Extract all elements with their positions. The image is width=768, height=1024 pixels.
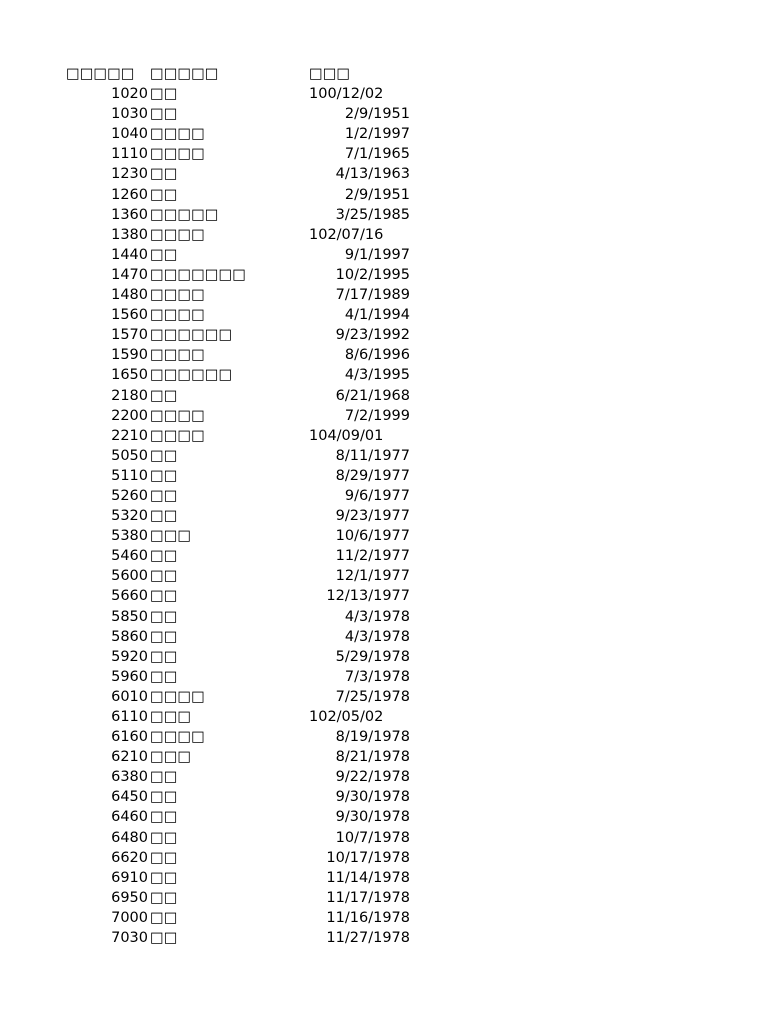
cell-date: 9/23/1977 (335, 508, 410, 525)
cell-date: 10/17/1978 (326, 849, 410, 866)
cell-code: 1360 (111, 206, 148, 223)
cell-code: 5860 (111, 628, 148, 645)
cell-date: 5/29/1978 (335, 648, 410, 665)
cell-name: □□□□ (150, 688, 205, 705)
cell-code: 1110 (111, 146, 148, 163)
cell-code: 6460 (111, 809, 148, 826)
cell-date: 104/09/01 (309, 427, 384, 444)
cell-name: □□ (150, 508, 178, 525)
cell-name: □□□ (150, 709, 192, 725)
cell-code: 5380 (111, 528, 148, 545)
cell-name: □□□□ (150, 427, 205, 444)
cell-code: 2210 (111, 427, 148, 444)
cell-date: 6/21/1968 (335, 387, 410, 404)
cell-name: □□ (150, 387, 178, 404)
cell-code: 6450 (111, 789, 148, 806)
cell-name: □□□□□□□ (150, 266, 246, 283)
cell-name: □□□□ (150, 307, 205, 324)
cell-code: 1020 (111, 86, 148, 103)
cell-code: 6380 (111, 769, 148, 786)
cell-date: 11/14/1978 (326, 869, 410, 886)
cell-name: □□□ (150, 528, 192, 545)
cell-name: □□ (150, 467, 178, 484)
cell-name: □□□□ (150, 407, 205, 424)
cell-date: 12/1/1977 (335, 568, 410, 585)
cell-date: 4/3/1978 (344, 628, 410, 645)
cell-name: □□□□ (150, 729, 205, 746)
cell-name: □□ (150, 668, 178, 685)
cell-code: 1650 (111, 367, 148, 384)
cell-name: □□ (150, 829, 178, 846)
cell-date: 9/1/1997 (344, 246, 410, 263)
cell-code: 5320 (111, 508, 148, 525)
cell-name: □□ (150, 588, 178, 605)
cell-date: 12/13/1977 (326, 588, 410, 605)
cell-date: 102/05/02 (309, 709, 384, 725)
cell-name: □□□□ (150, 126, 205, 143)
cell-code: 5050 (111, 447, 148, 464)
cell-name: □□□□ (150, 226, 205, 243)
cell-date: 4/3/1978 (344, 608, 410, 625)
cell-name: □□ (150, 186, 178, 203)
cell-date: 2/9/1951 (344, 186, 410, 203)
cell-name: □□□□ (150, 347, 205, 364)
cell-date: 7/1/1965 (344, 146, 410, 163)
cell-name: □□□□□ (150, 206, 219, 223)
cell-date: 8/6/1996 (344, 347, 410, 364)
cell-name: □□ (150, 166, 178, 183)
cell-code: 5110 (111, 467, 148, 484)
cell-code: 5660 (111, 588, 148, 605)
cell-date: 11/2/1977 (335, 548, 410, 565)
cell-code: 1570 (111, 327, 148, 344)
cell-date: 4/13/1963 (335, 166, 410, 183)
cell-name: □□□□□□ (150, 327, 233, 344)
cell-code: 2180 (111, 387, 148, 404)
cell-date: 7/25/1978 (335, 688, 410, 705)
cell-name: □□ (150, 246, 178, 263)
cell-date: 3/25/1985 (335, 206, 410, 223)
cell-code: 1230 (111, 166, 148, 183)
cell-code: 7000 (111, 909, 148, 926)
cell-date: 7/17/1989 (335, 287, 410, 304)
cell-code: 5260 (111, 487, 148, 504)
cell-date: 11/16/1978 (326, 909, 410, 926)
cell-name: □□ (150, 849, 178, 866)
cell-code: 5960 (111, 668, 148, 685)
cell-date: 9/6/1977 (344, 487, 410, 504)
cell-name: □□□ (150, 749, 192, 766)
cell-name: □□ (150, 608, 178, 625)
cell-date: 8/29/1977 (335, 467, 410, 484)
cell-date: 10/6/1977 (335, 528, 410, 545)
cell-date: 11/27/1978 (326, 930, 410, 947)
cell-name: □□ (150, 789, 178, 806)
cell-name: □□ (150, 930, 178, 947)
cell-code: 1040 (111, 126, 148, 143)
cell-date: 9/30/1978 (335, 809, 410, 826)
cell-code: 1380 (111, 226, 148, 243)
cell-date: 7/3/1978 (344, 668, 410, 685)
cell-date: 8/11/1977 (335, 447, 410, 464)
cell-name: □□ (150, 86, 178, 103)
cell-name: □□□□ (150, 146, 205, 163)
cell-code: 2200 (111, 407, 148, 424)
cell-code: 5460 (111, 548, 148, 565)
cell-name: □□□□□□ (150, 367, 233, 384)
cell-name: □□ (150, 889, 178, 906)
cell-name: □□ (150, 568, 178, 585)
cell-name: □□ (150, 628, 178, 645)
cell-name: □□ (150, 769, 178, 786)
cell-name: □□ (150, 809, 178, 826)
cell-code: 1260 (111, 186, 148, 203)
cell-code: 1590 (111, 347, 148, 364)
cell-date: 10/2/1995 (335, 266, 410, 283)
header-date: □□□ (309, 66, 351, 82)
cell-code: 1560 (111, 307, 148, 324)
cell-code: 6210 (111, 749, 148, 766)
cell-name: □□ (150, 869, 178, 886)
cell-date: 2/9/1951 (344, 106, 410, 123)
cell-name: □□ (150, 487, 178, 504)
cell-date: 4/1/1994 (344, 307, 410, 324)
cell-code: 5850 (111, 608, 148, 625)
cell-code: 6160 (111, 729, 148, 746)
cell-code: 6010 (111, 688, 148, 705)
cell-date: 11/17/1978 (326, 889, 410, 906)
cell-date: 9/22/1978 (335, 769, 410, 786)
cell-code: 5600 (111, 568, 148, 585)
cell-date: 4/3/1995 (344, 367, 410, 384)
cell-name: □□□□ (150, 287, 205, 304)
cell-code: 1480 (111, 287, 148, 304)
cell-date: 9/23/1992 (335, 327, 410, 344)
cell-name: □□ (150, 106, 178, 123)
cell-name: □□ (150, 648, 178, 665)
cell-code: 1440 (111, 246, 148, 263)
cell-code: 7030 (111, 930, 148, 947)
cell-code: 6910 (111, 869, 148, 886)
cell-date: 102/07/16 (309, 226, 384, 243)
cell-date: 1/2/1997 (344, 126, 410, 143)
cell-date: 8/19/1978 (335, 729, 410, 746)
cell-date: 100/12/02 (309, 86, 384, 103)
cell-date: 7/2/1999 (344, 407, 410, 424)
header-name: □□□□□ (150, 66, 219, 82)
cell-code: 6620 (111, 849, 148, 866)
cell-code: 5920 (111, 648, 148, 665)
cell-date: 10/7/1978 (335, 829, 410, 846)
cell-name: □□ (150, 909, 178, 926)
cell-code: 1030 (111, 106, 148, 123)
cell-code: 6480 (111, 829, 148, 846)
cell-name: □□ (150, 447, 178, 464)
cell-date: 9/30/1978 (335, 789, 410, 806)
cell-code: 6950 (111, 889, 148, 906)
cell-code: 1470 (111, 266, 148, 283)
cell-code: 6110 (111, 709, 148, 725)
header-code: □□□□□ (66, 66, 135, 82)
cell-name: □□ (150, 548, 178, 565)
cell-date: 8/21/1978 (335, 749, 410, 766)
